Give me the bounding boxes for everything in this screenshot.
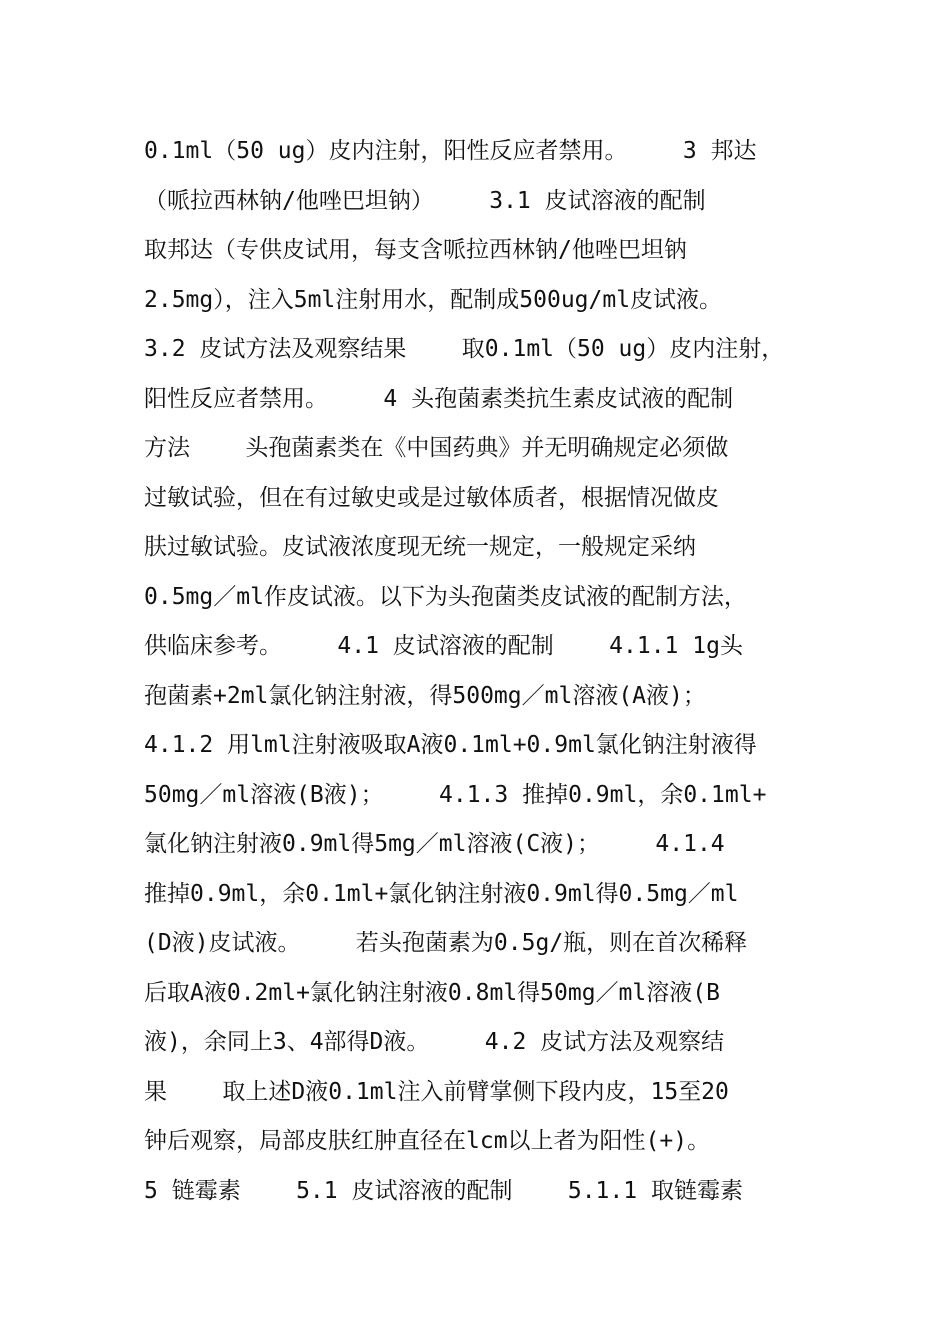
text-line: 2.5mg），注入5ml注射用水，配制成500ug/ml皮试液。: [144, 286, 723, 313]
text-line: 过敏试验，但在有过敏史或是过敏体质者，根据情况做皮: [144, 484, 719, 511]
text-line: 肤过敏试验。皮试液浓度现无统一规定，一般规定采纳: [144, 534, 696, 560]
text-line: 后取A液0.2ml+氯化钠注射液0.8ml得50mg／ml溶液(B: [144, 979, 720, 1006]
text-line: 供临床参考。 4.1 皮试溶液的配制 4.1.1 1g头: [144, 633, 743, 659]
text-line: 5 链霉素 5.1 皮试溶液的配制 5.1.1 取链霉素: [144, 1177, 743, 1204]
text-line: 孢菌素+2ml氯化钠注射液，得500mg／ml溶液(A液)；: [144, 682, 706, 709]
text-line: 方法 头孢菌素类在《中国药典》并无明确规定必须做: [144, 435, 729, 461]
body-text: [144, 127, 864, 1216]
text-line: 4.1.2 用lml注射液吸取A液0.1ml+0.9ml氯化钠注射液得: [144, 732, 757, 758]
text-line: (D液)皮试液。 若头孢菌素为0.5g/瓶，则在首次稀释: [144, 930, 748, 956]
text-line: 推掉0.9ml，余0.1ml+氯化钠注射液0.9ml得0.5mg／ml: [144, 880, 739, 907]
text-line: 氯化钠注射液0.9ml得5mg／ml溶液(C液)； 4.1.4: [144, 831, 725, 857]
text-line: 3.2 皮试方法及观察结果 取0.1ml（50 ug）皮内注射，: [144, 336, 785, 362]
text-line: 钟后观察，局部皮肤红肿直径在lcm以上者为阳性(+)。: [144, 1128, 711, 1154]
text-line: 取邦达（专供皮试用，每支含哌拉西林钠/他唑巴坦钠: [144, 237, 687, 263]
text-line: 50mg／ml溶液(B液)； 4.1.3 推掉0.9ml，余0.1ml+: [144, 781, 767, 808]
text-line: 0.1ml（50 ug）皮内注射，阳性反应者禁用。 3 邦达: [144, 138, 757, 164]
text-line: 阳性反应者禁用。 4 头孢菌素类抗生素皮试液的配制: [144, 385, 734, 412]
text-line: （哌拉西林钠/他唑巴坦钠） 3.1 皮试溶液的配制: [144, 187, 706, 214]
text-line: 果 取上述D液0.1ml注入前臂掌侧下段内皮，15至20: [144, 1078, 729, 1105]
text-line: 液)，余同上3、4部得D液。 4.2 皮试方法及观察结: [144, 1029, 725, 1055]
text-line: 0.5mg／ml作皮试液。以下为头孢菌类皮试液的配制方法，: [144, 583, 747, 610]
